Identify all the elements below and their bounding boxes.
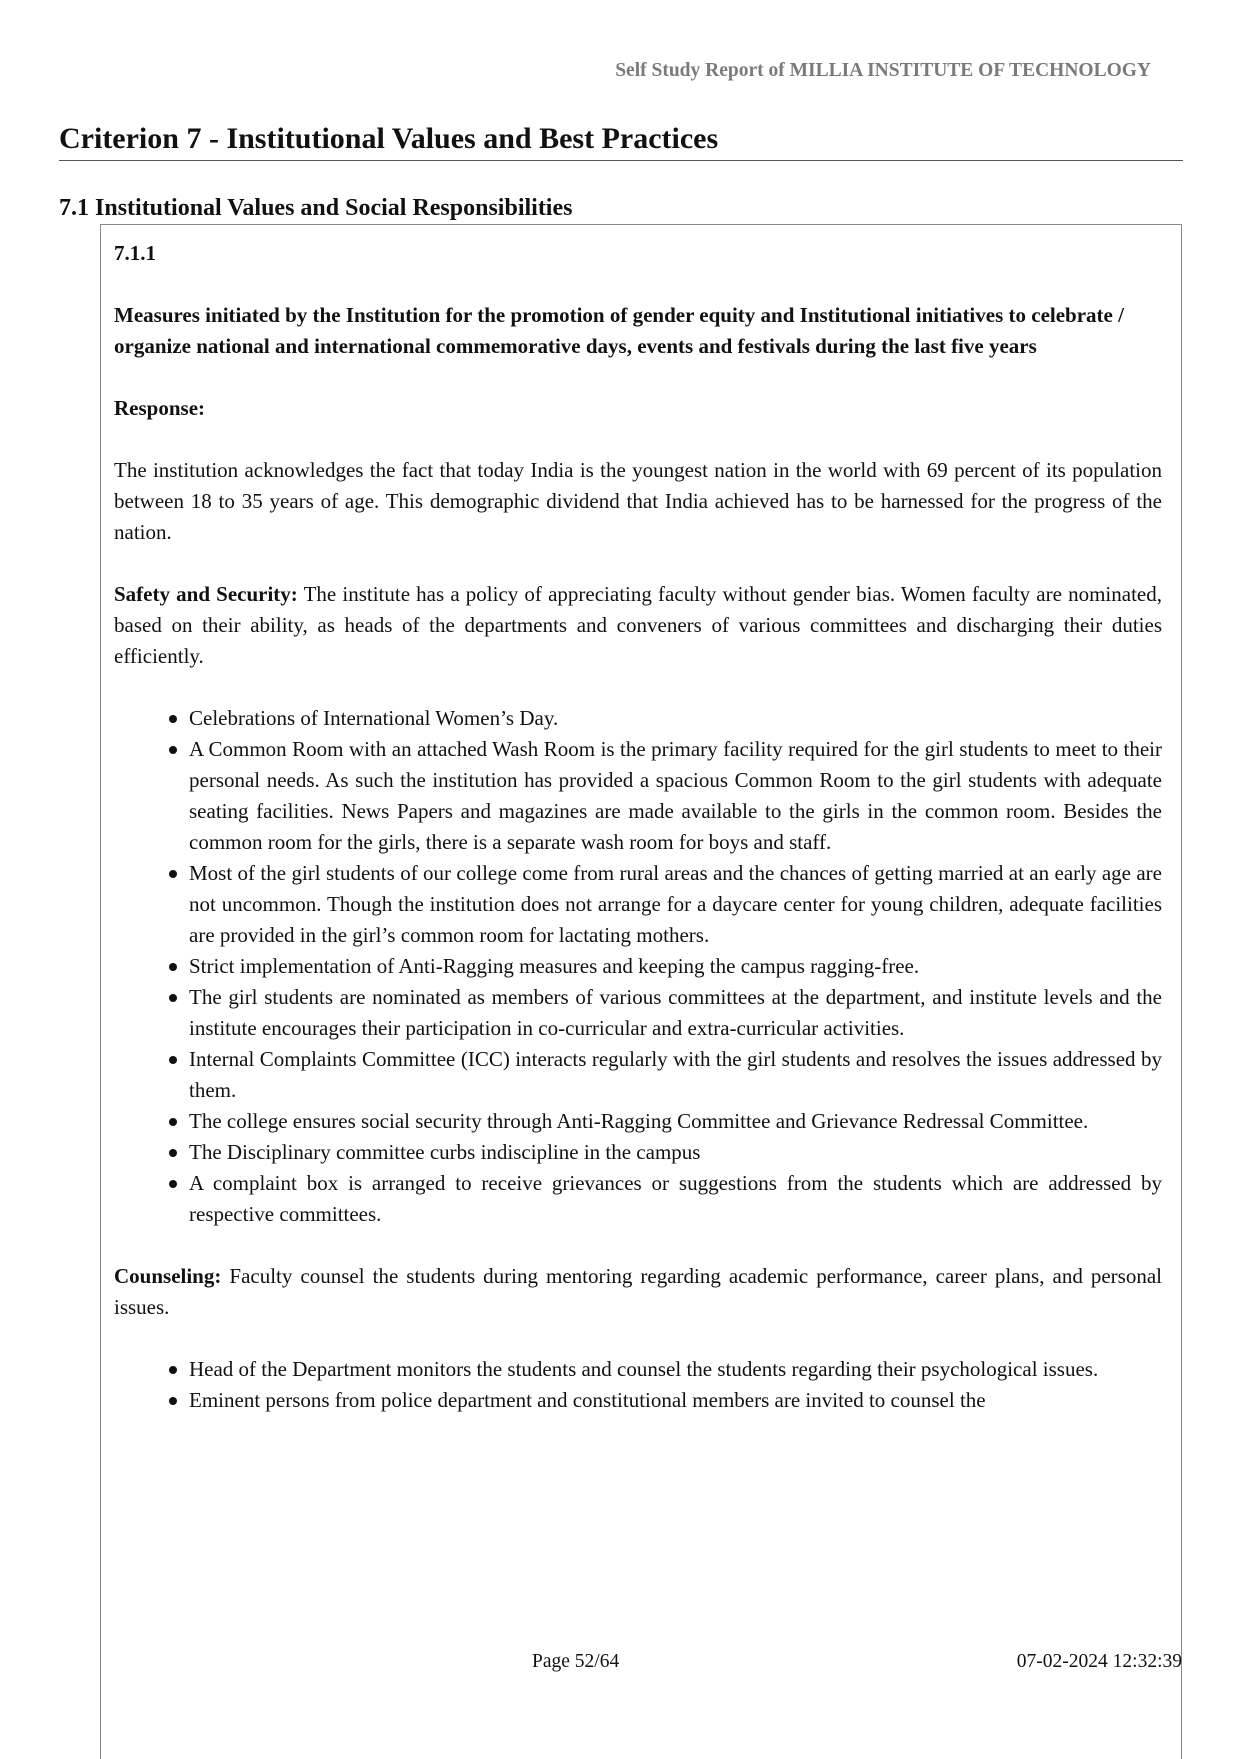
safety-text: The institute has a policy of appreciating faculty without gender bias. Women faculty are nominated, based on their ability, as heads of the departments and conveners of various committees and discharging their duties efficiently. — [114, 582, 1162, 668]
list-item — [189, 1385, 1162, 1416]
metric-question: Measures initiated by the Institution for the promotion of gender equity and Institutional initiatives to celebrate / organize national and international commemorative days, events and festivals during the last five years — [114, 303, 1124, 358]
list-item — [189, 734, 1162, 858]
list-item — [189, 951, 1162, 982]
metric-content-box — [100, 224, 1182, 1759]
list-item — [189, 1137, 1162, 1168]
list-item — [189, 703, 1162, 734]
counseling-text: Faculty counsel the students during mentoring regarding academic performance, career plans, and personal issues. — [114, 1264, 1162, 1319]
list-item-text: Strict implementation of Anti-Ragging measures and keeping the campus ragging-free. — [189, 954, 920, 978]
criterion-title: Criterion 7 - Institutional Values and Best Practices — [59, 120, 1183, 161]
metric-content — [114, 238, 1162, 1447]
list-item-text: A complaint box is arranged to receive grievances or suggestions from the students which are addressed by respective committees. — [189, 1171, 1162, 1226]
safety-lead: Safety and Security: — [114, 582, 298, 606]
counseling-paragraph — [114, 1261, 1162, 1323]
bullet-icon — [169, 746, 177, 754]
bullet-icon — [169, 963, 177, 971]
list-item-text: Eminent persons from police department and constitutional members are invited to counsel the — [189, 1388, 986, 1412]
list-item — [189, 858, 1162, 951]
list-item-text: Internal Complaints Committee (ICC) interacts regularly with the girl students and resolves the issues addressed by them. — [189, 1047, 1162, 1102]
list-item-text: The girl students are nominated as members of various committees at the department, and institute levels and the institute encourages their participation in co-curricular and extra-curricular activities. — [189, 985, 1162, 1040]
metric-id: 7.1.1 — [114, 241, 156, 265]
bullet-icon — [169, 1118, 177, 1126]
bullet-icon — [169, 994, 177, 1002]
section-title: 7.1 Institutional Values and Social Responsibilities — [59, 195, 573, 221]
list-item — [189, 1044, 1162, 1106]
counseling-lead: Counseling: — [114, 1264, 222, 1288]
list-item-text: The Disciplinary committee curbs indiscipline in the campus — [189, 1140, 701, 1164]
counseling-bullet-list — [114, 1354, 1162, 1416]
bullet-icon — [169, 715, 177, 723]
bullet-icon — [169, 1397, 177, 1405]
running-header: Self Study Report of MILLIA INSTITUTE OF TECHNOLOGY — [615, 60, 1151, 81]
bullet-icon — [169, 1180, 177, 1188]
bullet-icon — [169, 1149, 177, 1157]
page-number: Page 52/64 — [532, 1651, 620, 1672]
bullet-icon — [169, 1056, 177, 1064]
list-item — [189, 1106, 1162, 1137]
list-item-text: Celebrations of International Women’s Day. — [189, 706, 559, 730]
bullet-icon — [169, 1366, 177, 1374]
list-item-text: A Common Room with an attached Wash Room is the primary facility required for the girl students to meet to their personal needs. As such the institution has provided a spacious Common Room to the girl students with adequate seating facilities. News Papers and magazines are made available to the girls in the common room. Besides the common room for the girls, there is a separate wash room for boys and staff. — [189, 737, 1162, 854]
list-item-text: Most of the girl students of our college come from rural areas and the chances of getting married at an early age are not uncommon. Though the institution does not arrange for a daycare center for young children, adequate facilities are provided in the girl’s common room for lactating mothers. — [189, 861, 1162, 947]
list-item — [189, 1354, 1162, 1385]
bullet-icon — [169, 870, 177, 878]
intro-paragraph: The institution acknowledges the fact that today India is the youngest nation in the world with 69 percent of its population between 18 to 35 years of age. This demographic dividend that India achieved has to be harnessed for the progress of the nation. — [114, 458, 1162, 544]
list-item — [189, 982, 1162, 1044]
response-label: Response: — [114, 396, 206, 420]
safety-bullet-list — [114, 703, 1162, 1230]
list-item-text: The college ensures social security through Anti-Ragging Committee and Grievance Redressal Committee. — [189, 1109, 1089, 1133]
list-item-text: Head of the Department monitors the students and counsel the students regarding their psychological issues. — [189, 1357, 1099, 1381]
safety-paragraph — [114, 579, 1162, 672]
footer-timestamp: 07-02-2024 12:32:39 — [1016, 1651, 1182, 1672]
list-item — [189, 1168, 1162, 1230]
